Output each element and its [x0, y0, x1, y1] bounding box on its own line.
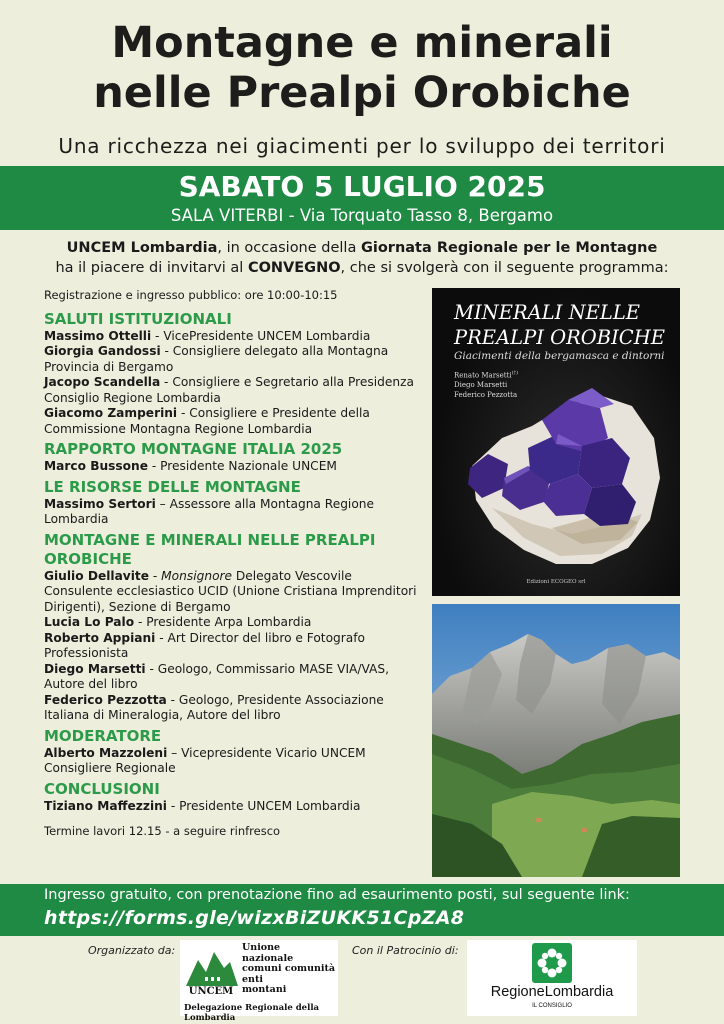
- uncem-name-line-1: Unione: [242, 942, 281, 953]
- intro-t3: , che si svolgerà con il seguente programma:: [340, 260, 669, 276]
- speaker-role: – Assessore alla Montagna Regione Lombardia: [44, 496, 374, 526]
- speaker-entry: [44, 693, 424, 724]
- book-subtitle: Giacimenti della bergamasca e dintorni: [454, 350, 665, 362]
- title-line-2: nelle Prealpi Orobiche: [93, 68, 631, 118]
- regione-lombardia-council: IL CONSIGLIO: [532, 1003, 572, 1009]
- speaker-entry: [44, 569, 424, 616]
- section-title: SALUTI ISTITUZIONALI: [44, 309, 232, 328]
- uncem-name-line-3: comuni comunità: [242, 963, 336, 975]
- regione-lombardia-logo: [467, 940, 637, 1016]
- speaker-name: Diego Marsetti: [44, 661, 146, 676]
- book-author-1: Renato Marsetti: [454, 371, 512, 380]
- book-author-2: Diego Marsetti: [454, 381, 508, 390]
- speaker-entry: [44, 375, 424, 406]
- speaker-name: Alberto Mazzoleni: [44, 745, 168, 760]
- poster-subtitle: Una ricchezza nei giacimenti per lo sviluppo dei territori: [58, 134, 666, 158]
- speaker-role: – Vicepresidente Vicario UNCEM Consigliere Regionale: [44, 745, 366, 775]
- speaker-role: - Geologo, Commissario MASE VIA/VAS, Autore del libro: [44, 661, 389, 691]
- speaker-name: Federico Pezzotta: [44, 692, 167, 707]
- speaker-name: Massimo Ottelli: [44, 328, 152, 343]
- speaker-entry: [44, 662, 424, 693]
- registration-link[interactable]: https://forms.gle/wizxBiZUKK51CpZA8: [44, 907, 465, 929]
- speaker-name: Marco Bussone: [44, 459, 148, 473]
- section-title: RAPPORTO MONTAGNE ITALIA 2025: [44, 440, 343, 458]
- uncem-mountain-icon: [184, 944, 240, 988]
- speaker-role: - Presidente UNCEM Lombardia: [167, 798, 361, 813]
- intro-text: [20, 238, 704, 278]
- intro-t1: , in occasione della: [217, 240, 361, 256]
- registration-note: Ingresso gratuito, con prenotazione fino ad esaurimento posti, sul seguente link:: [44, 887, 630, 903]
- speaker-entry: [44, 631, 424, 662]
- book-publisher: Edizioni ECOGEO srl: [526, 579, 586, 585]
- date-banner: [0, 166, 724, 230]
- section-title: MONTAGNE E MINERALI NELLE PREALPI OROBICHE: [44, 530, 376, 568]
- book-author-3: Federico Pezzotta: [454, 391, 518, 400]
- intro-event: Giornata Regionale per le Montagne: [360, 240, 658, 256]
- book-title-line-2: PREALPI OROBICHE: [454, 326, 665, 349]
- intro-convegno: CONVEGNO: [247, 260, 341, 276]
- speaker-name: Jacopo Scandella: [44, 375, 161, 389]
- speaker-role: Delegato Vescovile Consulente ecclesiastico UCID (Unione Cristiana Imprenditori Dirigenti), Sezione di Bergamo: [44, 568, 417, 614]
- program-sections: [44, 310, 424, 815]
- event-date: SABATO 5 LUGLIO 2025: [178, 170, 546, 203]
- speaker-entry: [44, 344, 424, 375]
- section-title: CONCLUSIONI: [44, 779, 160, 798]
- registration-time: Registrazione e ingresso pubblico: ore 10:00-10:15: [44, 288, 338, 302]
- speaker-name: Giorgia Gandossi: [44, 344, 161, 358]
- mountain-landscape-image: [432, 604, 680, 877]
- speaker-title: Monsignore: [161, 568, 233, 583]
- speaker-entry: [44, 329, 424, 345]
- intro-t2: ha il piacere di invitarvi al: [55, 260, 248, 276]
- speaker-entry: [44, 497, 424, 528]
- speaker-name: Massimo Sertori: [44, 496, 156, 511]
- speaker-name: Giacomo Zamperini: [44, 406, 178, 420]
- uncem-name-line-2: nazionale: [242, 952, 294, 964]
- regione-lombardia-rose-icon: [532, 943, 572, 983]
- speaker-role: - Consigliere delegato alla Montagna Provincia di Bergamo: [44, 344, 389, 374]
- speaker-entry: [44, 406, 424, 437]
- speaker-role: - VicePresidente UNCEM Lombardia: [151, 328, 371, 343]
- speaker-entry: [44, 746, 424, 777]
- uncem-name-line-5: montani: [242, 984, 287, 996]
- section-title: LE RISORSE DELLE MONTAGNE: [44, 477, 301, 496]
- book-title-line-1: MINERALI NELLE: [454, 301, 641, 324]
- section-title: MODERATORE: [44, 726, 162, 745]
- speaker-name: Tiziano Maffezzini: [44, 798, 167, 813]
- speaker-entry: [44, 615, 424, 631]
- speaker-role: - Presidente Arpa Lombardia: [134, 615, 312, 629]
- speaker-role: - Consigliere e Segretario alla Presidenza Consiglio Regione Lombardia: [44, 375, 414, 405]
- poster-title: [0, 18, 724, 118]
- speaker-role: - Geologo, Presidente Associazione Italiana di Mineralogia, Autore del libro: [44, 692, 384, 722]
- speaker-name: Lucia Lo Palo: [44, 615, 135, 629]
- uncem-name-line-4: enti: [242, 973, 263, 985]
- organizer-label: Organizzato da:: [88, 944, 176, 957]
- event-venue: SALA VITERBI - Via Torquato Tasso 8, Bergamo: [170, 206, 554, 225]
- uncem-acronym: UNCEM: [188, 986, 234, 997]
- intro-org: UNCEM Lombardia: [66, 240, 218, 256]
- speaker-role: - Presidente Nazionale UNCEM: [148, 459, 337, 473]
- program: [44, 288, 424, 840]
- book-author-1-mark: (†): [511, 370, 519, 376]
- speaker-role-prefix: -: [149, 568, 162, 583]
- uncem-name: [242, 943, 335, 996]
- speaker-role: - Consigliere e Presidente della Commissione Montagna Regione Lombardia: [44, 406, 370, 436]
- speaker-entry: [44, 799, 424, 815]
- speaker-entry: [44, 459, 424, 475]
- uncem-logo: [180, 940, 338, 1023]
- speaker-name: Roberto Appiani: [44, 630, 156, 645]
- title-line-1: Montagne e minerali: [111, 18, 613, 68]
- speaker-name: Giulio Dellavite: [44, 568, 150, 583]
- uncem-delegation: Delegazione Regionale della Lombardia: [184, 1003, 320, 1023]
- end-note: Termine lavori 12.15 - a seguire rinfresco: [44, 824, 281, 838]
- patron-label: Con il Patrocinio di:: [352, 944, 459, 957]
- speaker-role: - Art Director del libro e Fotografo Professionista: [44, 630, 365, 660]
- registration-banner: [0, 884, 724, 936]
- mountain-photo: [432, 604, 680, 877]
- regione-lombardia-name: RegioneLombardia: [490, 984, 614, 1000]
- book-cover: [432, 288, 680, 596]
- fluorite-mineral-image: [432, 288, 680, 596]
